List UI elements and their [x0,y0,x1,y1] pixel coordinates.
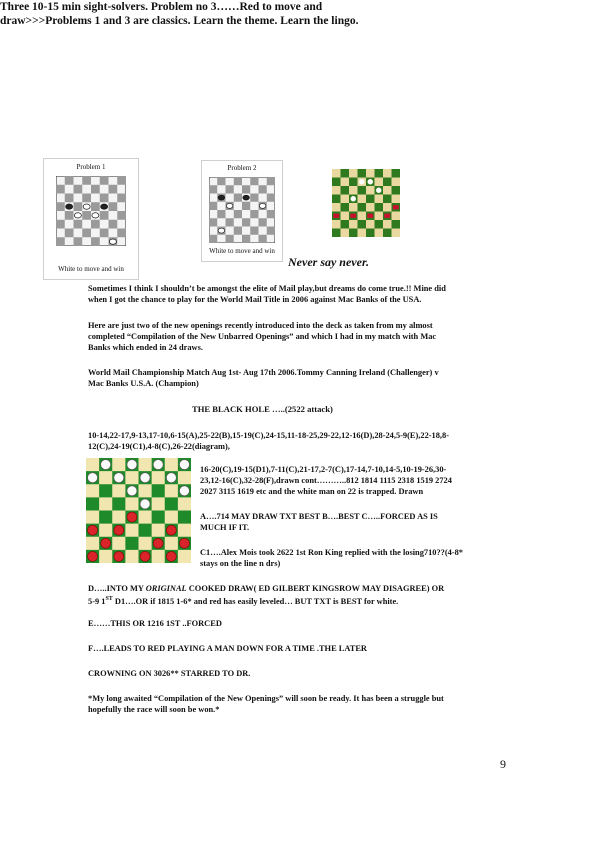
note-d-line-1 [88,583,528,594]
openings-line-1: Here are just two of the new openings recently introduced into the deck as taken from my almost [88,321,433,330]
diagram-board [86,458,191,563]
crowning-note: CROWNING ON 3026** STARRED TO DR. [88,669,251,678]
black-hole-heading: THE BLACK HOLE …..(2522 attack) [192,404,333,414]
continuation-paragraph [200,464,530,497]
problem-2-caption: White to move and win [209,247,275,255]
note-d-line-2 [88,594,528,607]
footer-line-2: hopefully the race will soon be won.* [88,705,220,714]
note-d2-prefix: 5-9 1 [88,596,106,606]
problem-1-title: Problem 1 [76,163,106,171]
problem-2-card [201,160,283,262]
note-c1-line-2: stays on the line n drs) [200,559,281,568]
note-f: F….LEADS TO RED PLAYING A MAN DOWN FOR A TIME .THE LATER [88,644,367,653]
intro-line-2: draw>>>Problems 1 and 3 are classics. Learn the theme. Learn the lingo. [0,15,359,27]
problem-2-board [209,177,275,243]
openings-line-3: Banks which ended in 24 draws. [88,343,203,352]
intro-line-1: Three 10-15 min sight-solvers. Problem no 3……Red to move and [0,1,323,13]
note-d-paragraph [88,583,528,607]
openings-line-2: completed “Compilation of the New Unbarred Openings” and which I had in my match with Mac [88,332,437,341]
continuation-line-3: 2027 3115 1619 etc and the white man on 22 is trapped. Drawn [200,487,424,496]
dreams-paragraph [88,283,528,305]
note-d-original: ORIGINAL [145,584,187,593]
moves-line-2: 12(C),24-19(C1),4-8(C),26-22(diagram), [88,442,230,451]
note-d2-sup: ST [105,596,113,602]
problem-1-caption: White to move and win [58,265,124,273]
never-say-never-heading: Never say never. [288,255,369,269]
match-paragraph [88,367,528,389]
note-d-prefix: D…..INTO MY [88,584,146,593]
note-c1-line-1: C1….Alex Mois took 2622 1st Ron King replied with the losing710??(4-8* [200,548,463,557]
problem-3-board [332,169,400,237]
match-line-2: Mac Banks U.S.A. (Champion) [88,379,199,388]
note-d-rest: COOKED DRAW( ED GILBERT KINGSROW MAY DISAGREE) OR [186,584,445,593]
note-c1-paragraph [200,547,530,569]
intro-heading [0,0,440,28]
note-a-line-2: MUCH IF IT. [200,523,250,532]
continuation-line-2: 23,12-16(C),32-28(F),drawn cont………..812 1814 1115 2318 1519 2724 [200,476,452,485]
note-a-paragraph [200,511,530,533]
note-a-line-1: A….714 MAY DRAW TXT BEST B….BEST C…..FORCED AS IS [200,512,438,521]
dreams-line-2: when I got the chance to play for the World Mail Title in 2006 against Mac Banks of the USA. [88,295,422,304]
problem-2-title: Problem 2 [227,164,257,172]
note-e: E……THIS OR 1216 1ST ..FORCED [88,619,222,628]
problem-1-board [56,176,126,246]
page-number: 9 [500,757,506,771]
problem-1-card [43,158,139,280]
match-line-1: World Mail Championship Match Aug 1st- Aug 17th 2006.Tommy Canning Ireland (Challenger) v [88,368,439,377]
note-d2-rest: D1….OR if 1815 1-6* and red has easily leveled… BUT TXT is BEST for white. [112,596,399,606]
moves-paragraph [88,430,528,452]
moves-line-1: 10-14,22-17,9-13,17-10,6-15(A),25-22(B),15-19(C),24-15,11-18-25,29-22,12-16(D),28-24,5-9(E),22-18,8- [88,431,449,440]
openings-paragraph [88,320,528,353]
footer-line-1: *My long awaited “Compilation of the New Openings” will soon be ready. It has been a struggle but [88,694,444,703]
dreams-line-1: Sometimes I think I shouldn’t be amongst the elite of Mail play,but dreams do come true.!! Mine did [88,284,446,293]
continuation-line-1: 16-20(C),19-15(D1),7-11(C),21-17,2-7(C),17-14,7-10,14-5,10-19-26,30- [200,465,447,474]
footer-note [88,693,528,715]
